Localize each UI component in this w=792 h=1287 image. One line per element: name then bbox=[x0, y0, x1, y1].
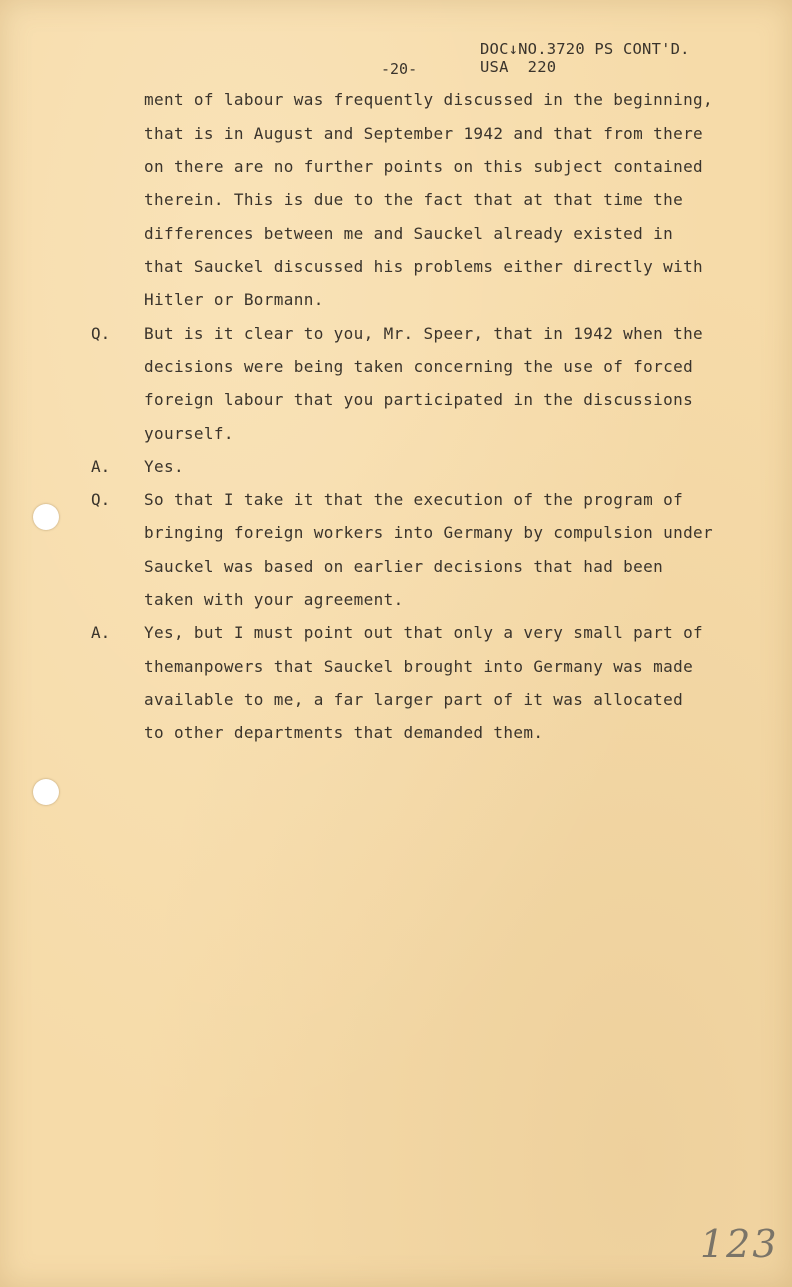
handwritten-page-number: 123 bbox=[700, 1222, 779, 1266]
text-line: differences between me and Sauckel already existed in bbox=[144, 224, 674, 243]
text-line: themanpowers that Sauckel brought into Germany was made bbox=[144, 657, 694, 676]
question-marker: Q. bbox=[91, 490, 111, 509]
text-line: So that I take it that the execution of the program of bbox=[144, 490, 684, 509]
text-line: decisions were being taken concerning the use of forced bbox=[144, 357, 694, 376]
punch-hole-bottom bbox=[33, 779, 59, 805]
text-line: ment of labour was frequently discussed in the beginning, bbox=[144, 90, 714, 109]
text-line: Yes. bbox=[144, 457, 184, 476]
text-line: yourself. bbox=[144, 424, 234, 443]
page-number: -20- bbox=[381, 60, 418, 78]
text-line: taken with your agreement. bbox=[144, 590, 404, 609]
text-line: Sauckel was based on earlier decisions that had been bbox=[144, 557, 664, 576]
punch-hole-top bbox=[33, 504, 59, 530]
text-line: that Sauckel discussed his problems either directly with bbox=[144, 257, 704, 276]
text-line: But is it clear to you, Mr. Speer, that in 1942 when the bbox=[144, 324, 704, 343]
doc-ref-line2: USA 220 bbox=[480, 58, 557, 76]
text-line: bringing foreign workers into Germany by compulsion under bbox=[144, 523, 714, 542]
text-line: therein. This is due to the fact that at that time the bbox=[144, 190, 684, 209]
answer-marker: A. bbox=[91, 457, 111, 476]
text-line: on there are no further points on this subject contained bbox=[144, 157, 704, 176]
text-line: Hitler or Bormann. bbox=[144, 290, 324, 309]
text-line: foreign labour that you participated in the discussions bbox=[144, 390, 694, 409]
doc-ref-line1: DOC↓NO.3720 PS CONT'D. bbox=[480, 40, 690, 58]
question-marker: Q. bbox=[91, 324, 111, 343]
text-line: available to me, a far larger part of it was allocated bbox=[144, 690, 684, 709]
document-reference bbox=[480, 40, 690, 76]
text-line: Yes, but I must point out that only a very small part of bbox=[144, 623, 704, 642]
text-line: that is in August and September 1942 and that from there bbox=[144, 124, 704, 143]
text-line: to other departments that demanded them. bbox=[144, 723, 544, 742]
answer-marker: A. bbox=[91, 623, 111, 642]
